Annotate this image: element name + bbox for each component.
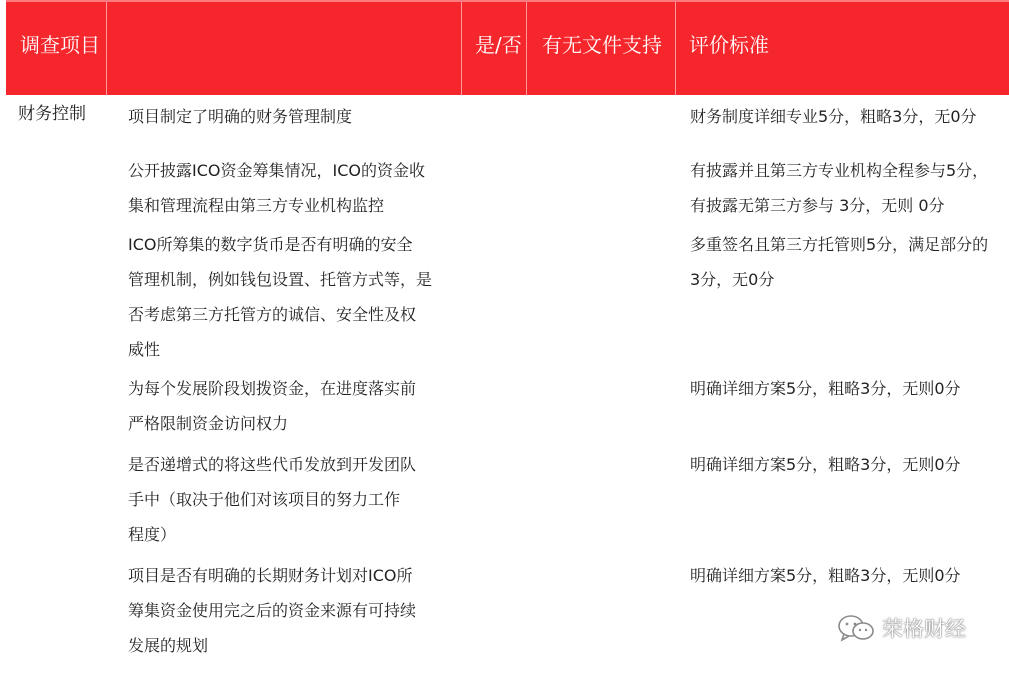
table-row-criteria — [690, 227, 988, 297]
item-line: ICO所筹集的数字货币是否有明确的安全 — [128, 235, 413, 254]
item-line: 手中（取决于他们对该项目的努力工作 — [128, 490, 401, 509]
column-divider — [106, 2, 107, 95]
column-divider — [675, 2, 676, 95]
header-yes-no: 是/否 — [475, 33, 522, 57]
table-row-item — [128, 153, 425, 223]
table-row-item — [128, 447, 416, 552]
criteria-line: 明确详细方案5分，粗略3分，无则0分 — [690, 566, 961, 585]
table-header — [6, 0, 1009, 95]
item-line: 筹集资金使用完之后的资金来源有可持续 — [128, 601, 417, 620]
item-line: 发展的规划 — [128, 636, 209, 655]
table-row-criteria — [690, 371, 961, 406]
table-row-criteria — [690, 558, 961, 593]
item-line: 威性 — [128, 340, 161, 359]
header-evaluation-criteria: 评价标准 — [689, 33, 769, 57]
item-line: 项目制定了明确的财务管理制度 — [128, 107, 353, 126]
column-divider — [461, 2, 462, 95]
category-label: 财务控制 — [18, 104, 86, 124]
item-line: 为每个发展阶段划拨资金，在进度落实前 — [128, 379, 417, 398]
item-line: 程度） — [128, 525, 177, 544]
watermark-text: 荣格财经 — [882, 617, 966, 641]
table-row-criteria — [690, 99, 977, 134]
column-divider — [526, 2, 527, 95]
table-row-criteria — [690, 447, 961, 482]
header-survey-item: 调查项目 — [20, 33, 100, 57]
criteria-line: 财务制度详细专业5分，粗略3分，无0分 — [690, 107, 977, 126]
table-row-item — [128, 99, 352, 134]
criteria-line: 明确详细方案5分，粗略3分，无则0分 — [690, 455, 961, 474]
item-line: 是否递增式的将这些代币发放到开发团队 — [128, 455, 417, 474]
item-line: 管理机制，例如钱包设置、托管方式等，是 — [128, 270, 433, 289]
table-row-item — [128, 227, 432, 367]
item-line: 项目是否有明确的长期财务计划对ICO所 — [128, 566, 413, 585]
criteria-line: 多重签名且第三方托管则5分，满足部分的 — [690, 235, 989, 254]
header-document-support: 有无文件支持 — [542, 33, 662, 57]
item-line: 严格限制资金访问权力 — [128, 414, 289, 433]
criteria-line: 3分，无0分 — [690, 270, 775, 289]
item-line: 集和管理流程由第三方专业机构监控 — [128, 196, 385, 215]
item-line: 公开披露ICO资金筹集情况，ICO的资金收 — [128, 161, 425, 180]
table-row-item — [128, 558, 416, 663]
table-row-item — [128, 371, 416, 441]
wechat-icon — [836, 613, 876, 643]
table-row-criteria — [690, 153, 988, 223]
watermark — [836, 612, 966, 644]
criteria-line: 有披露无第三方参与 3分，无则 0分 — [690, 196, 945, 215]
criteria-line: 有披露并且第三方专业机构全程参与5分， — [690, 161, 989, 180]
criteria-line: 明确详细方案5分，粗略3分，无则0分 — [690, 379, 961, 398]
item-line: 否考虑第三方托管方的诚信、安全性及权 — [128, 305, 417, 324]
